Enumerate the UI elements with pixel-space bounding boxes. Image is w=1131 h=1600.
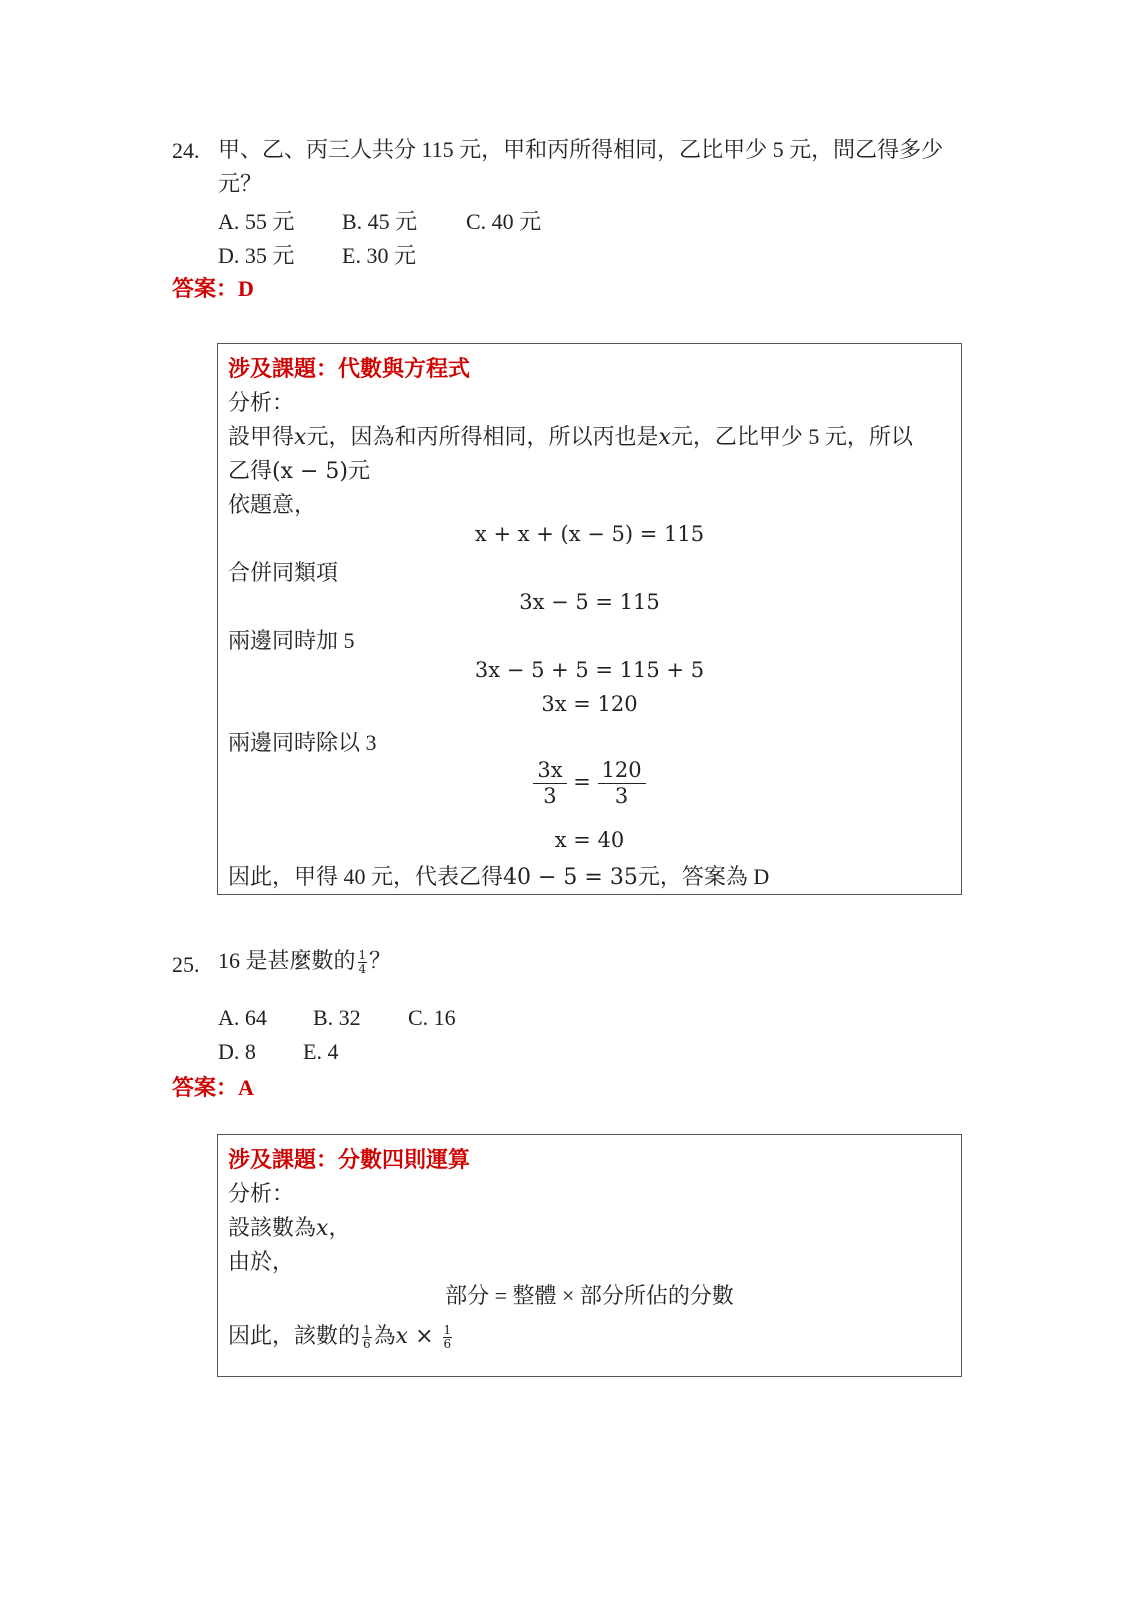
q25-option-b: B. 32 — [313, 1005, 361, 1030]
q25-formula: 部分 = 整體 × 部分所佔的分數 — [445, 1283, 734, 1308]
q25-option-c: C. 16 — [408, 1005, 456, 1030]
question-25-number: 25. — [172, 952, 200, 977]
question-25-text: 16 是甚麼數的 $\frac{1}{4}$ ？ — [218, 948, 392, 977]
q24-option-b: B. 45 元 — [342, 209, 418, 234]
q25-option-a: A. 64 — [218, 1005, 267, 1030]
q25-analysis-line2: 由於， — [228, 1249, 295, 1274]
q25-line3-fraction-2: $\frac{1}{6}$ — [443, 1323, 452, 1352]
q25-option-e: E. 4 — [303, 1039, 339, 1064]
q25-fraction: $\frac{1}{4}$ — [358, 948, 367, 977]
q24-analysis-label: 分析： — [228, 390, 295, 415]
q24-answer: 答案：D — [172, 276, 254, 301]
q25-topic: 涉及課題：分數四則運算 — [228, 1147, 471, 1172]
q25-solution-box — [217, 1134, 962, 1377]
q24-equation-2: 3x − 5 = 115 — [519, 590, 660, 614]
q24-solution-box — [217, 343, 962, 895]
q24-step-1: 合併同類項 — [228, 560, 339, 585]
q24-step-2: 兩邊同時加 5 — [228, 628, 355, 653]
q24-fraction-left: $\frac{3x}{3}$ — [533, 758, 566, 809]
q24-conclusion: 因此，甲得 40 元，代表乙得40 − 5 = 35元，答案為 D — [228, 864, 770, 890]
q24-fraction-equation: $\frac{3x}{3}$ = $\frac{120}{3}$ — [218, 758, 961, 809]
q25-analysis-line1: 設該數為x， — [228, 1215, 351, 1241]
q25-line3-fraction: $\frac{1}{6}$ — [363, 1323, 371, 1352]
q24-topic: 涉及課題：代數與方程式 — [228, 356, 471, 381]
q24-option-c: C. 40 元 — [466, 209, 542, 234]
q25-answer: 答案：A — [172, 1075, 254, 1100]
question-24-number: 24. — [172, 138, 200, 163]
q24-equation-5: x = 40 — [554, 828, 625, 852]
q24-analysis-line2: 乙得(x − 5)元 — [228, 458, 371, 484]
q24-option-d: D. 35 元 — [218, 243, 295, 268]
q24-option-a: A. 55 元 — [218, 209, 295, 234]
q25-analysis-label: 分析： — [228, 1181, 295, 1206]
q24-equation-4: 3x = 120 — [541, 692, 638, 716]
q24-option-e: E. 30 元 — [342, 243, 416, 268]
question-24-text: 甲、乙、丙三人共分 115 元，甲和丙所得相同，乙比甲少 5 元，問乙得多少元？ — [218, 137, 944, 196]
q24-analysis-line3: 依題意， — [228, 492, 317, 517]
q24-fraction-right: $\frac{120}{3}$ — [598, 758, 646, 809]
q24-step-3: 兩邊同時除以 3 — [228, 730, 377, 755]
q24-equation-3: 3x − 5 + 5 = 115 + 5 — [474, 658, 705, 682]
q25-option-d: D. 8 — [218, 1039, 256, 1064]
q24-analysis-line1: 設甲得x元，因為和丙所得相同，所以丙也是x元，乙比甲少 5 元，所以 — [228, 424, 913, 450]
q25-analysis-line3: 因此，該數的 $\frac{1}{6}$ 為x × $\frac{1}{6}$ — [228, 1323, 452, 1352]
q24-equation-1: x + x + (x − 5) = 115 — [474, 522, 705, 546]
